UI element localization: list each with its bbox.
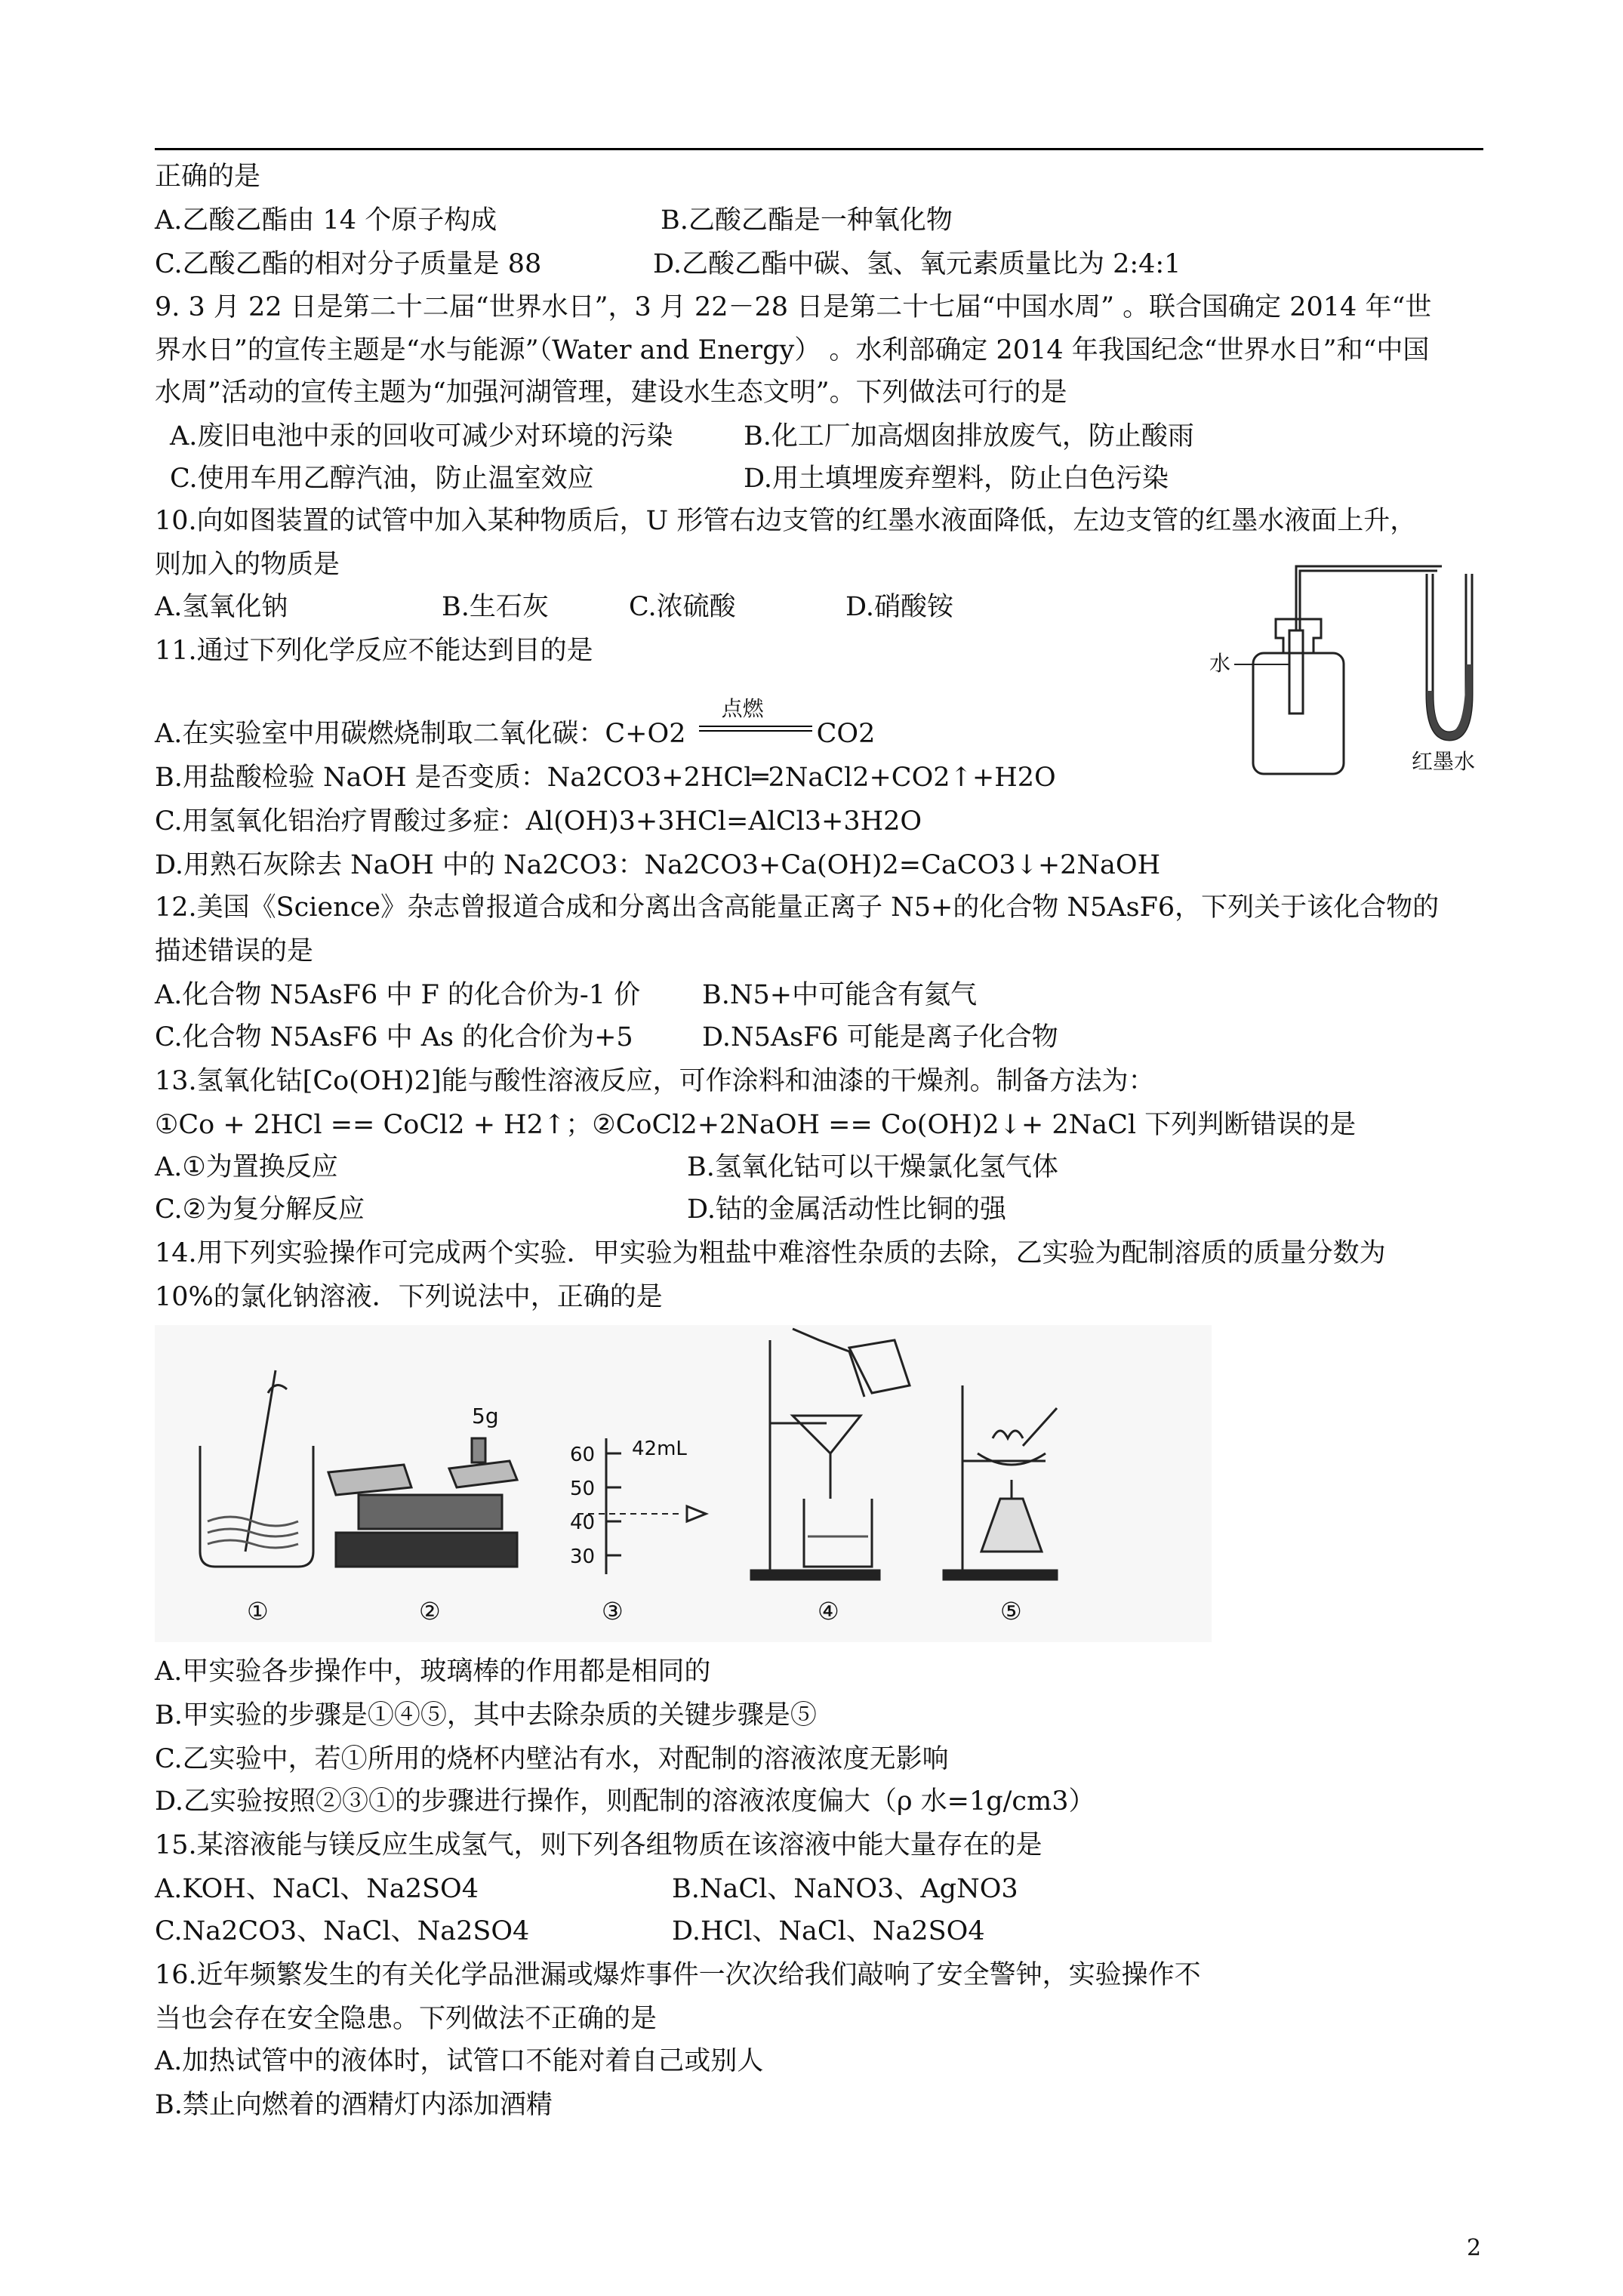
q14-stem-1: 14.用下列实验操作可完成两个实验．甲实验为粗盐中难溶性杂质的去除，乙实验为配制溶质的质量分数为 — [155, 1238, 1386, 1268]
volume-reading-label: 42mL — [632, 1438, 687, 1460]
q14-option-a: A.甲实验各步操作中，玻璃棒的作用都是相同的 — [155, 1657, 711, 1687]
weight-label: 5g — [472, 1404, 499, 1428]
q14-stem-2: 10%的氯化钠溶液．下列说法中，正确的是 — [155, 1282, 663, 1312]
q9-stem-3: 水周”活动的宣传主题为“加强河湖管理，建设水生态文明”。下列做法可行的是 — [155, 378, 1067, 408]
q12-stem-1: 12.美国《Science》杂志曾报道合成和分离出含高能量正离子 N5+的化合物 N5AsF6，下列关于该化合物的 — [155, 892, 1440, 923]
step-label-2: ② — [419, 1597, 441, 1626]
ignite-arrow — [699, 696, 812, 742]
q13-options-ab: A.①为置换反应 B.氢氧化钴可以干燥氯化氢气体 — [155, 1152, 1058, 1182]
equals-line-top — [699, 726, 812, 727]
q14-option-d: D.乙实验按照②③①的步骤进行操作，则配制的溶液浓度偏大（ρ 水=1g/cm3） — [155, 1786, 1095, 1817]
q12-options-cd: C.化合物 N5AsF6 中 As 的化合价为+5 D.N5AsF6 可能是离子化合物 — [155, 1022, 1058, 1052]
q10-stem-2: 则加入的物质是 — [155, 550, 340, 580]
q11-stem: 11.通过下列化学反应不能达到目的是 — [155, 636, 593, 666]
red-ink-label: 红墨水 — [1412, 749, 1476, 774]
q12-options-ab: A.化合物 N5AsF6 中 F 的化合价为-1 价 B.N5+中可能含有氦气 — [155, 980, 978, 1010]
ignite-condition: 点燃 — [721, 696, 764, 721]
q9-options-cd: C.使用车用乙醇汽油，防止温室效应 D.用土填埋废弃塑料，防止白色污染 — [170, 464, 1169, 494]
scale-tick-40: 40 — [570, 1512, 596, 1534]
q15-options-cd: C.Na2CO3、NaCl、Na2SO4 D.HCl、NaCl、Na2SO4 — [155, 1916, 985, 1946]
scale-tick-30: 30 — [570, 1546, 596, 1568]
equals-line-bottom — [699, 730, 812, 732]
q10-options: A.氢氧化钠 B.生石灰 C.浓硫酸 D.硝酸铵 — [155, 592, 953, 622]
q13-stem-2: ①Co + 2HCl == CoCl2 + H2↑；②CoCl2+2NaOH == Co(OH)2↓+ 2NaCl 下列判断错误的是 — [155, 1110, 1357, 1140]
q13-stem-1: 13.氢氧化钴[Co(OH)2]能与酸性溶液反应，可作涂料和油漆的干燥剂。制备方法为： — [155, 1066, 1155, 1096]
q16-stem-2: 当也会存在安全隐患。下列做法不正确的是 — [155, 2004, 658, 2034]
q8-stem-end: 正确的是 — [155, 162, 261, 192]
q11-option-a: A.在实验室中用碳燃烧制取二氧化碳：C+O2 点燃 CO2 — [155, 717, 875, 750]
q16-option-b: B.禁止向燃着的酒精灯内添加酒精 — [155, 2090, 553, 2120]
q10-stem-1: 10.向如图装置的试管中加入某种物质后，U 形管右边支管的红墨水液面降低，左边支管的红墨水液面上升， — [155, 506, 1417, 536]
q11-option-d: D.用熟石灰除去 NaOH 中的 Na2CO3：Na2CO3+Ca(OH)2=CaCO3↓+2NaOH — [155, 850, 1161, 880]
q11-option-c: C.用氢氧化铝治疗胃酸过多症：Al(OH)3+3HCl=AlCl3+3H2O — [155, 806, 922, 837]
step-label-3: ③ — [602, 1597, 624, 1626]
q8-options-ab: A.乙酸乙酯由 14 个原子构成 B.乙酸乙酯是一种氧化物 — [155, 205, 953, 236]
q15-options-ab: A.KOH、NaCl、Na2SO4 B.NaCl、NaNO3、AgNO3 — [155, 1874, 1018, 1904]
q12-stem-2: 描述错误的是 — [155, 936, 314, 966]
step-label-5: ⑤ — [1000, 1597, 1022, 1626]
q16-stem-1: 16.近年频繁发生的有关化学品泄漏或爆炸事件一次次给我们敲响了安全警钟，实验操作不 — [155, 1960, 1201, 1990]
q8-options-cd: C.乙酸乙酯的相对分子质量是 88 D.乙酸乙酯中碳、氢、氧元素质量比为 2:4:1 — [155, 249, 1181, 279]
q14-option-b: B.甲实验的步骤是①④⑤，其中去除杂质的关键步骤是⑤ — [155, 1700, 817, 1730]
q13-options-cd: C.②为复分解反应 D.钴的金属活动性比铜的强 — [155, 1194, 1006, 1225]
step-label-1: ① — [247, 1597, 269, 1626]
q11-option-b: B.用盐酸检验 NaOH 是否变质：Na2CO3+2HCl═2NaCl2+CO2↑+H2O — [155, 763, 1056, 793]
water-label: 水 — [1209, 651, 1231, 676]
header-rule — [155, 148, 1483, 150]
step-label-4: ④ — [818, 1597, 839, 1626]
q9-stem-2: 界水日”的宣传主题是“水与能源”（Water and Energy） 。水利部确定 2014 年我国纪念“世界水日”和“中国 — [155, 335, 1430, 365]
q14-option-c: C.乙实验中，若①所用的烧杯内壁沾有水，对配制的溶液浓度无影响 — [155, 1744, 949, 1774]
q15-stem: 15.某溶液能与镁反应生成氢气，则下列各组物质在该溶液中能大量存在的是 — [155, 1830, 1042, 1860]
experiment-steps-figure-q14 — [155, 1325, 1212, 1642]
apparatus-figure-q10 — [1208, 544, 1495, 778]
scale-tick-60: 60 — [570, 1444, 596, 1466]
page-number: 2 — [1467, 2235, 1482, 2261]
q9-stem-1: 9. 3 月 22 日是第二十二届“世界水日”，3 月 22－28 日是第二十七届“中国水周” 。联合国确定 2014 年“世 — [155, 292, 1432, 322]
q16-option-a: A.加热试管中的液体时，试管口不能对着自己或别人 — [155, 2046, 764, 2076]
q9-options-ab: A.废旧电池中汞的回收可减少对环境的污染 B.化工厂加高烟囱排放废气，防止酸雨 — [170, 421, 1194, 451]
scale-tick-50: 50 — [570, 1478, 596, 1500]
